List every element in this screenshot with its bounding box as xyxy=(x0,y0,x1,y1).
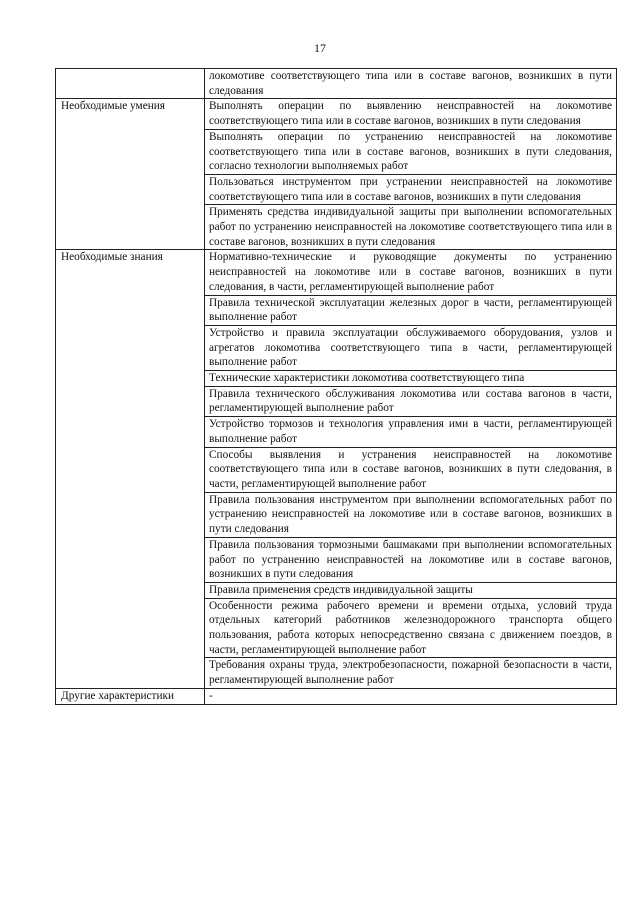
requirement-item: Правила технической эксплуатации железных дорог в части, регламентирующей выполнение работ xyxy=(205,295,617,325)
section-label: Необходимые знания xyxy=(56,250,205,688)
table-body xyxy=(56,69,617,705)
requirement-item: - xyxy=(205,688,617,704)
requirement-item: Правила применения средств индивидуальной защиты xyxy=(205,582,617,598)
requirement-item: Правила пользования инструментом при выполнении вспомогательных работ по устранению неисправностей на локомотиве или в составе вагонов, возникших в пути следования xyxy=(205,492,617,537)
section-label: Другие характеристики xyxy=(56,688,205,704)
requirements-table xyxy=(55,68,617,705)
requirement-item: Технические характеристики локомотива соответствующего типа xyxy=(205,371,617,387)
requirement-item: Пользоваться инструментом при устранении неисправностей на локомотиве соответствующего типа или в составе вагонов, возникших в пути следования xyxy=(205,174,617,204)
table-row xyxy=(56,69,617,99)
requirement-item: Устройство и правила эксплуатации обслуживаемого оборудования, узлов и агрегатов локомотива соответствующего типа в части, регламентирующей выполнение работ xyxy=(205,325,617,370)
requirement-item: Правила технического обслуживания локомотива или состава вагонов в части, регламентирующей выполнение работ xyxy=(205,386,617,416)
table-row xyxy=(56,99,617,129)
requirement-item: Применять средства индивидуальной защиты при выполнении вспомогательных работ по устранению неисправностей на локомотиве соответствующего типа или в составе вагонов, возникших в пути следования xyxy=(205,205,617,250)
requirement-item: Особенности режима рабочего времени и времени отдыха, условий труда отдельных категорий работников железнодорожного транспорта общего пользования, работа которых непосредственно связана с движением поездов, в части, регламентирующей выполнение работ xyxy=(205,598,617,658)
requirement-item: Способы выявления и устранения неисправностей на локомотиве соответствующего типа или в составе вагонов, возникших в пути следования, в части, регламентирующей выполнение работ xyxy=(205,447,617,492)
requirement-item: Требования охраны труда, электробезопасности, пожарной безопасности в части, регламентирующей выполнение работ xyxy=(205,658,617,688)
empty-label-cell xyxy=(56,69,205,99)
requirement-item: Устройство тормозов и технология управления ими в части, регламентирующей выполнение работ xyxy=(205,417,617,447)
requirement-item: Выполнять операции по устранению неисправностей на локомотиве соответствующего типа или в составе вагонов, возникших в пути следования, согласно технологии выполняемых работ xyxy=(205,129,617,174)
page-number: 17 xyxy=(314,41,326,55)
table-row xyxy=(56,688,617,704)
requirement-item: Нормативно-технические и руководящие документы по устранению неисправностей на локомотиве или в составе вагонов, возникших в пути следования, в части, регламентирующей выполнение работ xyxy=(205,250,617,295)
section-label: Необходимые умения xyxy=(56,99,205,250)
continuation-cell: локомотиве соответствующего типа или в составе вагонов, возникших в пути следования xyxy=(205,69,617,99)
table-row xyxy=(56,250,617,295)
requirement-item: Правила пользования тормозными башмаками при выполнении вспомогательных работ по устранению неисправностей на локомотиве или в составе вагонов, возникших в пути следования xyxy=(205,537,617,582)
requirement-item: Выполнять операции по выявлению неисправностей на локомотиве соответствующего типа или в составе вагонов, возникших в пути следования xyxy=(205,99,617,129)
